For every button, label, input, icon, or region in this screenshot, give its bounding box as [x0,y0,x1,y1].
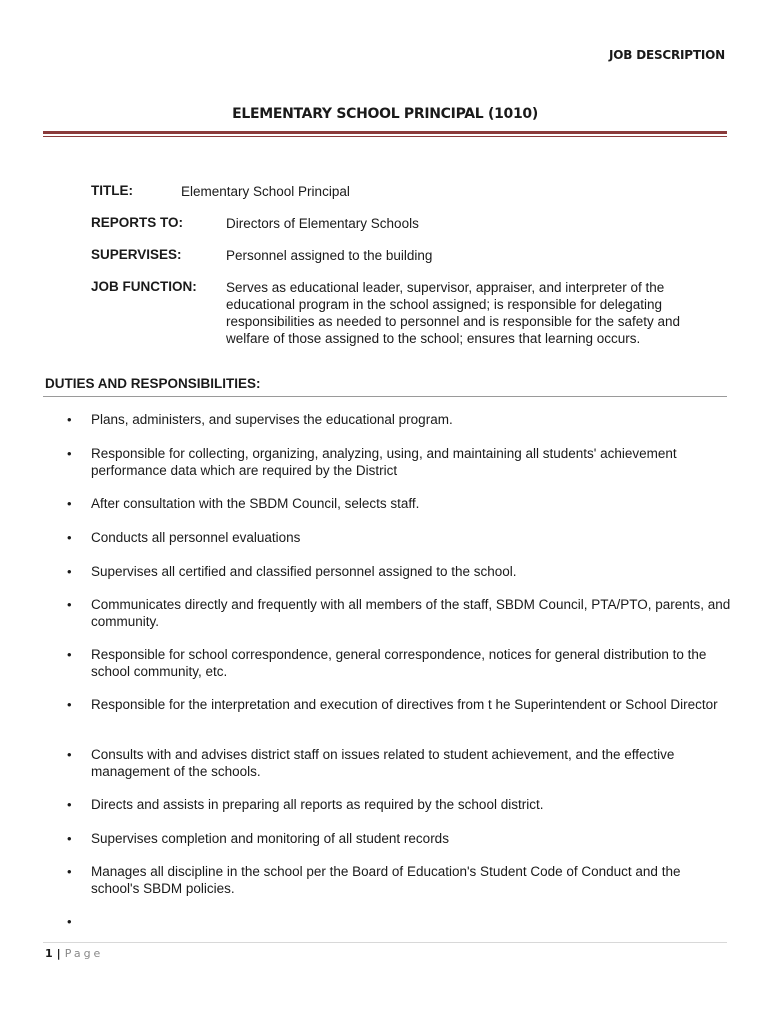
list-item-text: After consultation with the SBDM Council, selects staff. [91,496,420,511]
list-item [67,796,731,813]
footer-rule [43,942,727,943]
list-item [67,445,731,479]
bullet-icon: • [67,914,72,929]
bullet-icon: • [67,446,72,461]
bullet-icon: • [67,564,72,579]
list-item [67,830,731,847]
list-item [67,495,731,512]
list-item-text: Responsible for the interpretation and execution of directives from t he Superintendent or School Director [91,697,718,712]
list-item-text: Conducts all personnel evaluations [91,530,301,545]
field-supervises-label: SUPERVISES: [91,247,182,262]
bullet-icon: • [67,597,72,612]
list-item [67,646,731,680]
page-word: Page [64,947,104,960]
field-supervises-value: Personnel assigned to the building [226,248,433,263]
list-item-text: Responsible for collecting, organizing, analyzing, using, and maintaining all students' achievement performance data which are required by the District [91,446,677,478]
page-footer [45,947,103,960]
list-item-text: Plans, administers, and supervises the educational program. [91,412,453,427]
bullet-icon: • [67,797,72,812]
list-item-text: Supervises completion and monitoring of all student records [91,831,449,846]
field-function-label: JOB FUNCTION: [91,279,197,294]
title-rule-thick [43,131,727,134]
list-item [67,746,731,780]
bullet-icon: • [67,864,72,879]
list-item [67,696,731,713]
bullet-icon: • [67,647,72,662]
field-function-value: Serves as educational leader, supervisor, appraiser, and interpreter of the educational program in the school assigned; is responsible for delegating responsibilities as needed to personnel and is responsible for the safety and welfare of those assigned to the school; ensures that learning occurs. [226,280,681,346]
bullet-icon: • [67,697,72,712]
list-item-text: Directs and assists in preparing all reports as required by the school district. [91,797,544,812]
footer-separator: | [56,947,61,960]
list-item-text: Manages all discipline in the school per the Board of Education's Student Code of Conduct and the school's SBDM policies. [91,864,681,896]
list-item-text: Consults with and advises district staff on issues related to student achievement, and the effective management of the schools. [91,747,675,779]
page-number: 1 [45,947,53,960]
list-item [67,529,731,546]
field-title-label: TITLE: [91,183,133,198]
bullet-icon: • [67,412,72,427]
list-item-text: Responsible for school correspondence, general correspondence, notices for general distribution to the school community, etc. [91,647,707,679]
list-item-text: Communicates directly and frequently with all members of the staff, SBDM Council, PTA/PTO, parents, and community. [91,597,731,629]
duties-rule [43,396,727,397]
list-item [67,596,731,630]
bullet-icon: • [67,831,72,846]
list-item-text: Supervises all certified and classified personnel assigned to the school. [91,564,517,579]
list-item [67,411,731,428]
bullet-icon: • [67,530,72,545]
field-reports-value: Directors of Elementary Schools [226,216,419,231]
document-type-label: JOB DESCRIPTION [609,48,725,62]
document-title: ELEMENTARY SCHOOL PRINCIPAL (1010) [232,106,538,122]
title-rule-thin [43,136,727,137]
bullet-icon: • [67,747,72,762]
field-reports-label: REPORTS TO: [91,215,184,230]
field-title-value: Elementary School Principal [181,184,350,199]
bullet-icon: • [67,496,72,511]
list-item [67,563,731,580]
duties-heading: DUTIES AND RESPONSIBILITIES: [45,376,261,391]
list-item [67,863,731,897]
